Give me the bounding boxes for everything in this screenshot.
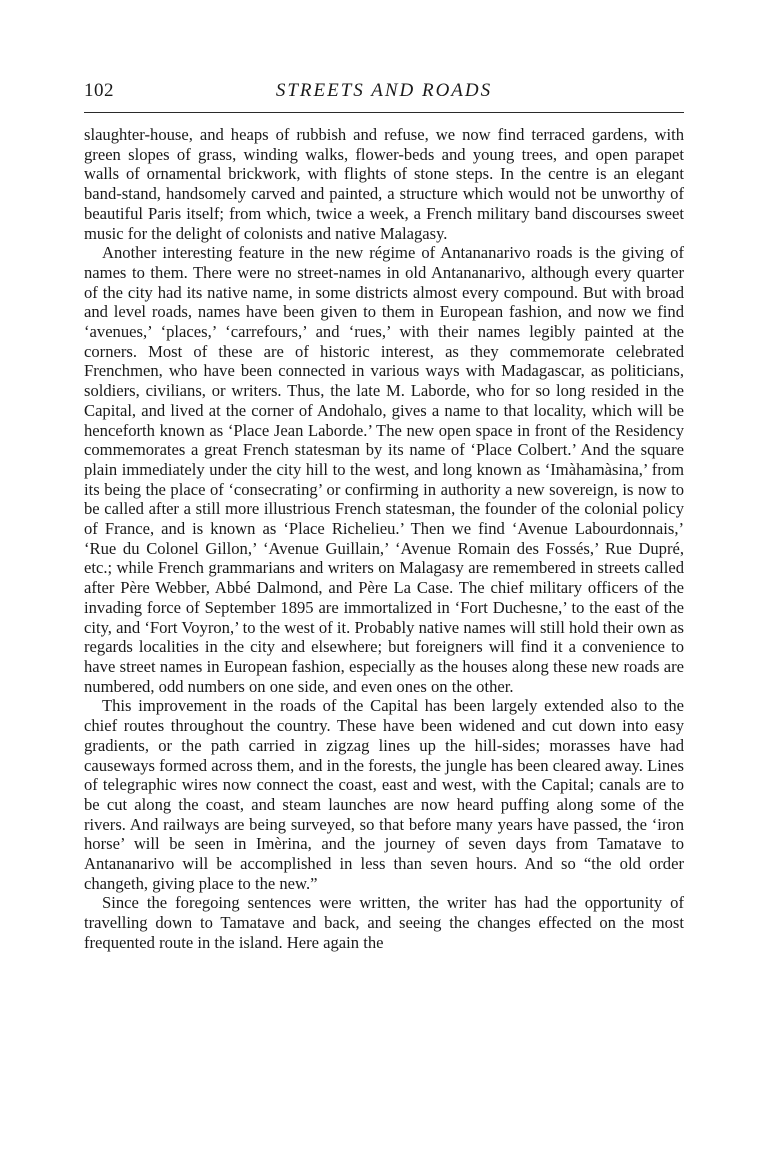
body-text (84, 125, 684, 953)
page-header (84, 80, 684, 106)
paragraph-4: Since the foregoing sentences were written, the writer has had the opportunity of travelling down to Tamatave and back, and seeing the changes effected on the most frequented route in the island. Here again the (84, 893, 684, 952)
page-number: 102 (84, 80, 114, 101)
header-rule (84, 112, 684, 113)
paragraph-3: This improvement in the roads of the Capital has been largely extended also to the chief routes throughout the country. These have been widened and cut down into easy gradients, or the path carried in zigzag lines up the hill-sides; morasses have had causeways formed across them, and in the forests, the jungle has been cleared away. Lines of telegraphic wires now connect the coast, east and west, with the Capital; canals are to be cut along the coast, and steam launches are now heard puffing along some of the rivers. And railways are being surveyed, so that before many years have passed, the ‘iron horse’ will be seen in Imèrina, and the journey of seven days from Tamatave to Antananarivo will be accomplished in less than seven hours. And so “the old order changeth, giving place to the new.” (84, 696, 684, 893)
paragraph-2: Another interesting feature in the new régime of Antananarivo roads is the giving of names to them. There were no street-names in old Antananarivo, although every quarter of the city had its native name, in some districts almost every compound. But with broad and level roads, names have been given to them in European fashion, and now we find ‘avenues,’ ‘places,’ ‘carrefours,’ and ‘rues,’ with their names legibly painted at the corners. Most of these are of historic interest, as they commemorate celebrated Frenchmen, who have been connected in various ways with Madagascar, as politicians, soldiers, civilians, or writers. Thus, the late M. Laborde, who for so long resided in the Capital, and lived at the corner of Andohalo, gives a name to that locality, which will be henceforth known as ‘Place Jean Laborde.’ The new open space in front of the Residency commemorates a great French statesman by its name of ‘Place Colbert.’ And the square plain immediately under the city hill to the west, and long known as ‘Imàhamàsina,’ from its being the place of ‘consecrating’ or confirming in authority a new sovereign, is now to be called after a still more illustrious French statesman, the founder of the colonial policy of France, and is known as ‘Place Richelieu.’ Then we find ‘Avenue Labourdonnais,’ ‘Rue du Colonel Gillon,’ ‘Avenue Guillain,’ ‘Avenue Romain des Fossés,’ Rue Dupré, etc.; while French grammarians and writers on Malagasy are remembered in streets called after Père Webber, Abbé Dalmond, and Père La Case. The chief military officers of the invading force of September 1895 are immortalized in ‘Fort Duchesne,’ to the east of the city, and ‘Fort Voyron,’ to the west of it. Probably native names will still hold their own as regards localities in the city and elsewhere; but foreigners will find it a convenience to have street names in European fashion, especially as the houses along these new roads are numbered, odd numbers on one side, and even ones on the other. (84, 243, 684, 696)
running-title: STREETS AND ROADS (275, 80, 493, 101)
paragraph-1: slaughter-house, and heaps of rubbish and refuse, we now find terraced gardens, with green slopes of grass, winding walks, flower-beds and young trees, and open parapet walls of ornamental brickwork, with flights of stone steps. In the centre is an elegant band-stand, handsomely carved and painted, a structure which would not be unworthy of beautiful Paris itself; from which, twice a week, a French military band discourses sweet music for the delight of colonists and native Malagasy. (84, 125, 684, 243)
